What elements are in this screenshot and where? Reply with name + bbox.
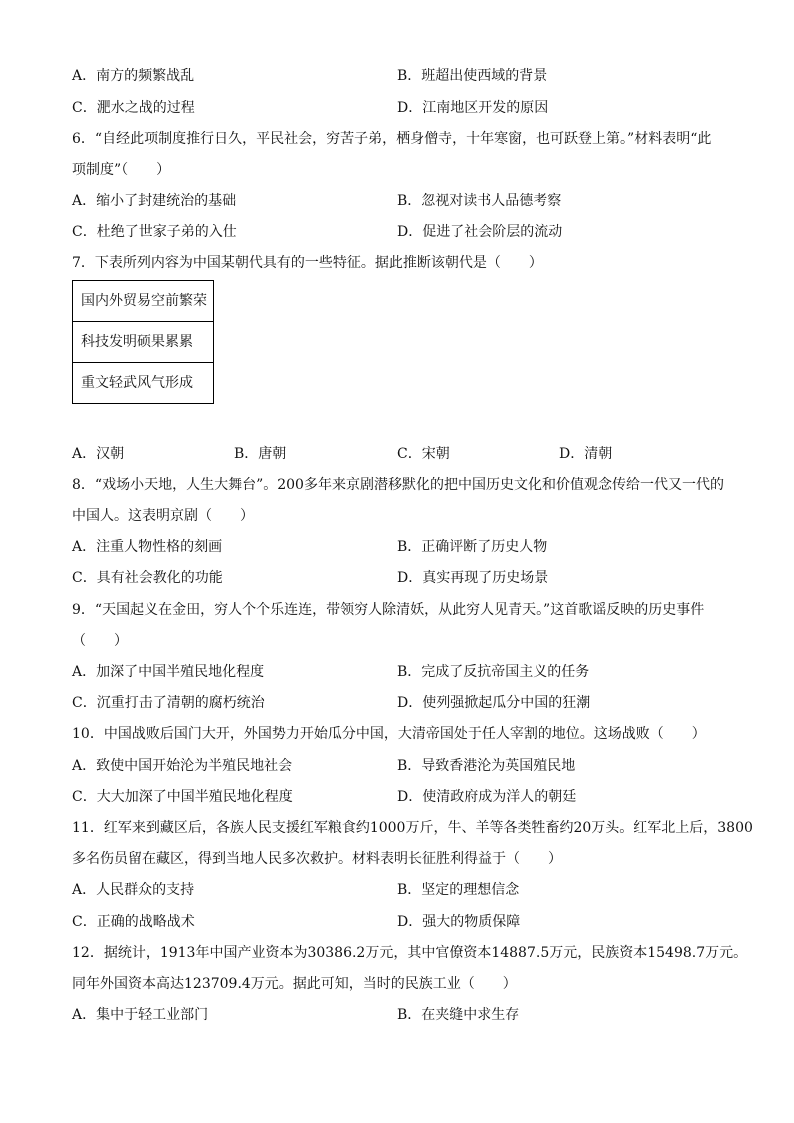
q9-option-c[interactable]: C．沉重打击了清朝的腐朽统治	[72, 695, 265, 711]
q9-stem-line1: 9．“天国起义在金田，穷人个个乐连连，带领穷人除清妖，从此穷人见青天。”这首歌谣反映的历史事件	[72, 602, 705, 618]
table-cell: 国内外贸易空前繁荣	[73, 281, 214, 322]
q5-option-b[interactable]: B．班超出使西域的背景	[397, 68, 548, 84]
q5-option-d[interactable]: D．江南地区开发的原因	[397, 100, 549, 116]
q8-stem-line1: 8．“戏场小天地，人生大舞台”。200多年来京剧潜移默化的把中国历史文化和价值观念传给一代又一代的	[72, 477, 724, 493]
q8-option-b[interactable]: B．正确评断了历史人物	[397, 539, 548, 555]
q10-option-d[interactable]: D．使清政府成为洋人的朝廷	[397, 789, 577, 805]
q9-option-a[interactable]: A．加深了中国半殖民地化程度	[72, 664, 265, 680]
q10-stem: 10．中国战败后国门大开，外国势力开始瓜分中国，大清帝国处于任人宰割的地位。这场战败（ ）	[72, 726, 706, 742]
q12-option-a[interactable]: A．集中于轻工业部门	[72, 1007, 209, 1023]
q11-option-d[interactable]: D．强大的物质保障	[397, 914, 521, 930]
q7-option-d[interactable]: D．清朝	[559, 446, 613, 462]
table-cell: 重文轻武风气形成	[73, 363, 214, 404]
q9-option-d[interactable]: D．使列强掀起瓜分中国的狂潮	[397, 695, 591, 711]
q6-option-b[interactable]: B．忽视对读书人品德考察	[397, 193, 562, 209]
q7-option-a[interactable]: A．汉朝	[72, 446, 125, 462]
q7-option-c[interactable]: C．宋朝	[397, 446, 450, 462]
q10-option-c[interactable]: C．大大加深了中国半殖民地化程度	[72, 789, 293, 805]
q12-option-b[interactable]: B．在夹缝中求生存	[397, 1007, 520, 1023]
q12-stem-line2: 同年外国资本高达123709.4万元。据此可知，当时的民族工业（ ）	[72, 976, 517, 992]
table-cell: 科技发明硕果累累	[73, 322, 214, 363]
q11-option-a[interactable]: A．人民群众的支持	[72, 882, 195, 898]
q6-stem-line1: 6．“自经此项制度推行日久，平民社会，穷苦子弟，栖身僧寺，十年寒窗，也可跃登上第。”材料表明“此	[72, 131, 712, 147]
q6-option-c[interactable]: C．杜绝了世家子弟的入仕	[72, 224, 237, 240]
q8-stem-line2: 中国人。这表明京剧（ ）	[72, 508, 254, 524]
q8-option-a[interactable]: A．注重人物性格的刻画	[72, 539, 223, 555]
q5-option-a[interactable]: A．南方的频繁战乱	[72, 68, 195, 84]
q12-stem-line1: 12．据统计，1913年中国产业资本为30386.2万元，其中官僚资本14887.5万元，民族资本15498.7万元。	[72, 945, 748, 961]
q10-option-a[interactable]: A．致使中国开始沦为半殖民地社会	[72, 758, 293, 774]
q11-stem-line1: 11．红军来到藏区后，各族人民支援红军粮食约1000万斤，牛、羊等各类牲畜约20万头。红军北上后，3800	[72, 820, 753, 836]
q6-option-d[interactable]: D．促进了社会阶层的流动	[397, 224, 563, 240]
q8-option-d[interactable]: D．真实再现了历史场景	[397, 570, 549, 586]
q7-feature-table	[72, 280, 214, 404]
q5-option-c[interactable]: C．淝水之战的过程	[72, 100, 195, 116]
q7-option-b[interactable]: B．唐朝	[234, 446, 287, 462]
q10-option-b[interactable]: B．导致香港沦为英国殖民地	[397, 758, 576, 774]
q6-stem-line2: 项制度”（ ）	[72, 162, 171, 178]
q11-option-c[interactable]: C．正确的战略战术	[72, 914, 195, 930]
q6-option-a[interactable]: A．缩小了封建统治的基础	[72, 193, 237, 209]
q7-stem: 7．下表所列内容为中国某朝代具有的一些特征。据此推断该朝代是（ ）	[72, 255, 543, 271]
q9-option-b[interactable]: B．完成了反抗帝国主义的任务	[397, 664, 590, 680]
q9-stem-line2: （ ）	[72, 633, 128, 649]
q11-option-b[interactable]: B．坚定的理想信念	[397, 882, 520, 898]
q8-option-c[interactable]: C．具有社会教化的功能	[72, 570, 223, 586]
q11-stem-line2: 多名伤员留在藏区，得到当地人民多次救护。材料表明长征胜利得益于（ ）	[72, 851, 562, 867]
